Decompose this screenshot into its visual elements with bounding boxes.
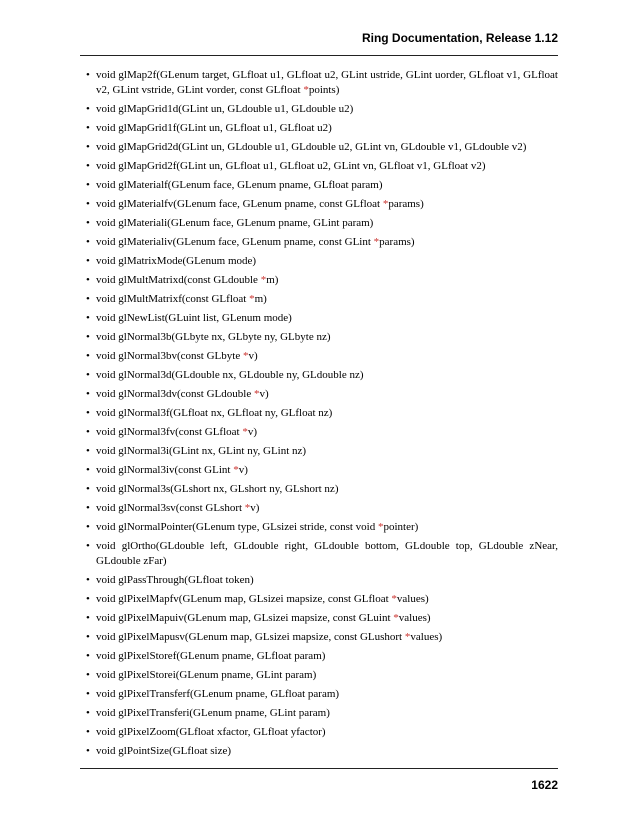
list-item: [80, 725, 558, 740]
page-header: [80, 29, 558, 56]
page-footer: [80, 768, 558, 794]
list-item: [80, 254, 558, 269]
list-item: [80, 349, 558, 364]
function-signature: void glNormal3f(GLfloat nx, GLfloat ny, GLfloat nz): [96, 407, 333, 419]
bullet-marker: •: [86, 745, 90, 757]
function-signature-tail: values): [410, 631, 443, 643]
function-signature: void glNormal3b(GLbyte nx, GLbyte ny, GLbyte nz): [96, 331, 331, 343]
pointer-asterisk: *: [303, 84, 309, 96]
bullet-marker: •: [86, 540, 90, 552]
function-signature: void glPixelTransferi(GLenum pname, GLint param): [96, 707, 330, 719]
list-item: [80, 178, 558, 193]
bullet-marker: •: [86, 217, 90, 229]
bullet-marker: •: [86, 198, 90, 210]
bullet-marker: •: [86, 407, 90, 419]
function-signature-tail: values): [398, 612, 431, 624]
pointer-asterisk: *: [404, 631, 411, 643]
bullet-marker: •: [86, 726, 90, 738]
bullet-marker: •: [86, 445, 90, 457]
list-item: [80, 406, 558, 421]
list-item: [80, 687, 558, 702]
function-signature: void glNormal3fv(const GLfloat: [96, 426, 243, 438]
bullet-marker: •: [86, 122, 90, 134]
list-item: [80, 197, 558, 212]
pointer-asterisk: *: [253, 388, 260, 400]
bullet-marker: •: [86, 331, 90, 343]
bullet-marker: •: [86, 612, 90, 624]
function-signature: void glPixelStoref(GLenum pname, GLfloat param): [96, 650, 326, 662]
function-signature: void glMaterialfv(GLenum face, GLenum pname, const GLfloat: [96, 198, 383, 210]
list-item: [80, 501, 558, 516]
document-title: Ring Documentation, Release 1.12: [361, 31, 558, 45]
function-signature: void glNormal3iv(const GLint: [96, 464, 234, 476]
list-item: [80, 630, 558, 645]
pointer-asterisk: *: [393, 612, 399, 624]
function-signature: void glMap2f(GLenum target, GLfloat u1, GLfloat u2, GLint ustride, GLint uorder, GLfloat v1, GLfloat v2, GLint vstride, GLint vorder, const GLfloat: [96, 69, 558, 96]
bullet-marker: •: [86, 236, 90, 248]
function-signature: void glMapGrid2d(GLint un, GLdouble u1, GLdouble u2, GLint vn, GLdouble v1, GLdouble v2): [96, 141, 527, 153]
function-signature: void glMateriali(GLenum face, GLenum pname, GLint param): [96, 217, 374, 229]
function-signature: void glNormal3i(GLint nx, GLint ny, GLint nz): [96, 445, 307, 457]
function-list: [80, 68, 558, 759]
bullet-marker: •: [86, 688, 90, 700]
function-signature-tail: v): [248, 350, 258, 362]
bullet-marker: •: [86, 464, 90, 476]
list-item: [80, 292, 558, 307]
bullet-marker: •: [86, 179, 90, 191]
list-item: [80, 235, 558, 250]
list-item: [80, 159, 558, 174]
pointer-asterisk: *: [260, 274, 267, 286]
list-item: [80, 573, 558, 588]
function-signature: void glPointSize(GLfloat size): [96, 745, 232, 757]
bullet-marker: •: [86, 650, 90, 662]
function-signature: void glMapGrid1d(GLint un, GLdouble u1, GLdouble u2): [96, 103, 354, 115]
function-signature: void glPixelMapfv(GLenum map, GLsizei mapsize, const GLfloat: [96, 593, 392, 605]
function-signature: void glMultMatrixf(const GLfloat: [96, 293, 250, 305]
function-signature-tail: points): [308, 84, 340, 96]
bullet-marker: •: [86, 388, 90, 400]
list-item: [80, 592, 558, 607]
list-item: [80, 539, 558, 569]
list-item: [80, 744, 558, 759]
bullet-marker: •: [86, 141, 90, 153]
list-item: [80, 387, 558, 402]
function-signature: void glMaterialf(GLenum face, GLenum pname, GLfloat param): [96, 179, 383, 191]
pointer-asterisk: *: [382, 198, 389, 210]
function-signature: void glMultMatrixd(const GLdouble: [96, 274, 261, 286]
pointer-asterisk: *: [233, 464, 239, 476]
list-item: [80, 425, 558, 440]
list-item: [80, 68, 558, 98]
pointer-asterisk: *: [244, 502, 251, 514]
function-signature-tail: v): [238, 464, 248, 476]
bullet-marker: •: [86, 293, 90, 305]
bullet-marker: •: [86, 593, 90, 605]
pointer-asterisk: *: [242, 426, 248, 438]
function-signature-tail: params): [388, 198, 424, 210]
list-item: [80, 649, 558, 664]
list-item: [80, 311, 558, 326]
pointer-asterisk: *: [242, 350, 249, 362]
function-signature: void glNormal3bv(const GLbyte: [96, 350, 243, 362]
list-item: [80, 444, 558, 459]
bullet-marker: •: [86, 502, 90, 514]
function-signature: void glMaterialiv(GLenum face, GLenum pname, const GLint: [96, 236, 374, 248]
function-signature: void glPixelTransferf(GLenum pname, GLfloat param): [96, 688, 340, 700]
pointer-asterisk: *: [391, 593, 397, 605]
pointer-asterisk: *: [377, 521, 384, 533]
function-signature: void glPixelZoom(GLfloat xfactor, GLfloat yfactor): [96, 726, 326, 738]
function-signature-tail: v): [259, 388, 269, 400]
list-item: [80, 482, 558, 497]
function-signature: void glPixelStorei(GLenum pname, GLint param): [96, 669, 317, 681]
bullet-marker: •: [86, 521, 90, 533]
list-item: [80, 102, 558, 117]
function-signature: void glMapGrid1f(GLint un, GLfloat u1, GLfloat u2): [96, 122, 332, 134]
bullet-marker: •: [86, 707, 90, 719]
bullet-marker: •: [86, 350, 90, 362]
list-item: [80, 121, 558, 136]
function-signature: void glNormal3d(GLdouble nx, GLdouble ny, GLdouble nz): [96, 369, 364, 381]
function-signature-tail: params): [379, 236, 415, 248]
function-signature-tail: v): [247, 426, 258, 438]
bullet-marker: •: [86, 69, 90, 81]
bullet-marker: •: [86, 369, 90, 381]
function-signature-tail: v): [250, 502, 260, 514]
function-signature: void glMapGrid2f(GLint un, GLfloat u1, GLfloat u2, GLint vn, GLfloat v1, GLfloat v2): [96, 160, 486, 172]
bullet-marker: •: [86, 160, 90, 172]
bullet-marker: •: [86, 255, 90, 267]
list-item: [80, 330, 558, 345]
function-signature: void glNormal3sv(const GLshort: [96, 502, 245, 514]
bullet-marker: •: [86, 426, 90, 438]
function-signature: void glNewList(GLuint list, GLenum mode): [96, 312, 292, 324]
bullet-marker: •: [86, 483, 90, 495]
page-number: 1622: [531, 778, 558, 792]
list-item: [80, 668, 558, 683]
list-item: [80, 273, 558, 288]
list-item: [80, 611, 558, 626]
bullet-marker: •: [86, 103, 90, 115]
function-signature-tail: m): [254, 293, 267, 305]
bullet-marker: •: [86, 312, 90, 324]
function-signature-tail: values): [396, 593, 429, 605]
list-item: [80, 368, 558, 383]
bullet-marker: •: [86, 574, 90, 586]
function-signature: void glMatrixMode(GLenum mode): [96, 255, 257, 267]
bullet-marker: •: [86, 631, 90, 643]
pointer-asterisk: *: [373, 236, 380, 248]
function-signature: void glPassThrough(GLfloat token): [96, 574, 254, 586]
function-signature: void glNormal3dv(const GLdouble: [96, 388, 254, 400]
list-item: [80, 463, 558, 478]
list-item: [80, 706, 558, 721]
function-signature: void glPixelMapusv(GLenum map, GLsizei mapsize, const GLushort: [96, 631, 405, 643]
function-signature-tail: m): [266, 274, 279, 286]
list-item: [80, 216, 558, 231]
function-signature-tail: pointer): [383, 521, 419, 533]
list-item: [80, 520, 558, 535]
page-content: [80, 68, 558, 763]
bullet-marker: •: [86, 669, 90, 681]
bullet-marker: •: [86, 274, 90, 286]
function-signature: void glPixelMapuiv(GLenum map, GLsizei mapsize, const GLuint: [96, 612, 394, 624]
function-signature: void glOrtho(GLdouble left, GLdouble right, GLdouble bottom, GLdouble top, GLdouble zNear, GLdouble zFar): [96, 540, 558, 567]
function-signature: void glNormalPointer(GLenum type, GLsizei stride, const void: [96, 521, 378, 533]
function-signature: void glNormal3s(GLshort nx, GLshort ny, GLshort nz): [96, 483, 339, 495]
list-item: [80, 140, 558, 155]
pointer-asterisk: *: [249, 293, 255, 305]
